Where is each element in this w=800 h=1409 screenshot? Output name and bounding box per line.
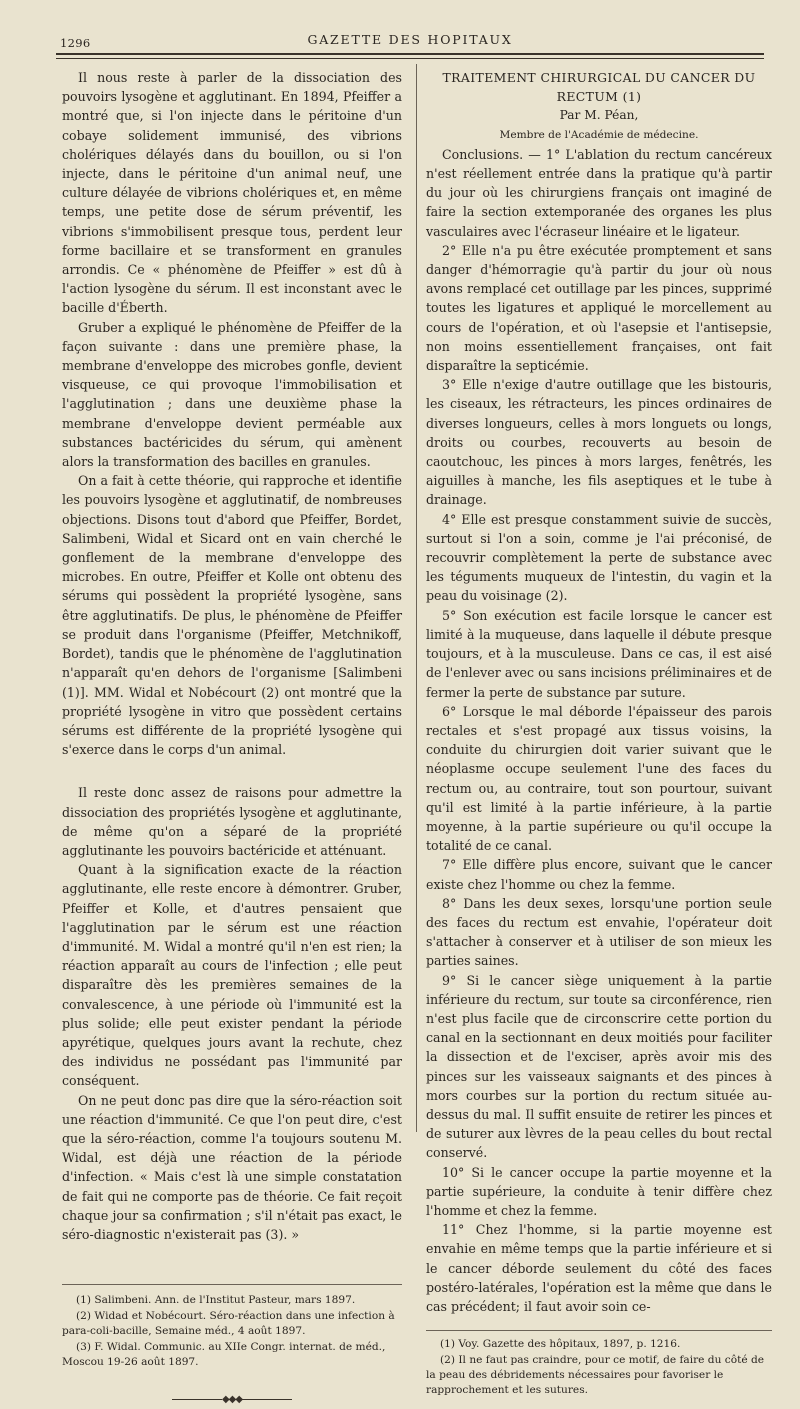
right-footnotes xyxy=(426,1337,772,1398)
footnote-rule xyxy=(62,1284,402,1285)
right-paragraph-9: 9° Si le cancer siège uniquement à la partie inférieure du rectum, sur toute sa circonférence, rien n'est plus facile que de circonscrire cette portion du canal en la sectionnant en deux moitiés pour faciliter la dissection et de l'exciser, après avoir mis des pinces sur les vaisseaux saignants et des pinces à mors courbes sur la portion du rectum située au-dessus du mal. Il suffit ensuite de retirer les pinces et de suturer aux lèvres de la peau celles du bout rectal conservé. xyxy=(426,972,772,1161)
page-header xyxy=(56,30,764,50)
left-paragraph-3: On a fait à cette théorie, qui rapproche et identifie les pouvoirs lysogène et agglutinatif, de nombreuses objections. Disons tout d'abord que Pfeiffer, Bordet, Salimbeni, Widal et Sicard ont en vain cherché le gonflement de la membrane d'enveloppe des microbes. En outre, Pfeiffer et Kolle ont obtenu des sérums qui possèdent la propriété lysogène, sans être agglutinatifs. De plus, le phénomène de Pfeiffer se produit dans l'organisme (Pfeiffer, Metchnikoff, Bordet), tandis que le phénomène de l'agglutination n'apparaît qu'en dehors de l'organisme [Salimbeni (1)]. MM. Widal et Nobécourt (2) ont montré que la propriété lysogène in vitro que possèdent certains sérums est différente de la propriété lysogène qui s'exerce dans le corps d'un animal. xyxy=(62,473,402,758)
footnote-3: (3) F. Widal. Communic. au XIIe Congr. internat. de méd., Moscou 19-26 août 1897. xyxy=(62,1341,386,1369)
right-paragraph-5: 5° Son exécution est facile lorsque le cancer est limité à la muqueuse, dans laquelle il débute presque toujours, et à la musculeuse. Dans ce cas, il est aisé de l'enlever avec ou sans incisions préliminaires et de fermer la perte de substance par suture. xyxy=(426,607,772,700)
left-paragraph-4: Il reste donc assez de raisons pour admettre la dissociation des propriétés lysogène et agglutinante, de même qu'on a séparé de la propriété agglutinante les pouvoirs bactéricide et atténuant. xyxy=(62,785,402,858)
left-paragraph-2: Gruber a expliqué le phénomène de Pfeiffer de la façon suivante : dans une première phase, la membrane d'enveloppe des microbes gonfle, devient visqueuse, ce qui provoque l'immobilisation et l'agglutination ; dans une deuxième phase la membrane d'enveloppe devient perméable aux substances bactéricides du sérum, qui amènent alors la transformation des bacilles en granules. xyxy=(62,319,402,470)
right-paragraph-3: 3° Elle n'exige d'autre outillage que les bistouris, les ciseaux, les rétracteurs, les pinces ordinaires de diverses longueurs, celles à mors longuets ou longs, droits ou courbes, recouverts au besoin de caoutchouc, les pinces à mors larges, fenêtrés, les aiguilles à manche, les fils aseptiques et le tube à drainage. xyxy=(426,377,772,508)
journal-title: GAZETTE DES HOPITAUX xyxy=(307,32,513,47)
header-rule-thin xyxy=(56,58,764,59)
right-column xyxy=(426,68,772,1399)
footnote-2: (2) Widad et Nobécourt. Séro-réaction dans une infection à para-coli-bacille, Semaine méd., 4 août 1897. xyxy=(62,1310,395,1338)
right-paragraph-1: Conclusions. — 1° L'ablation du rectum cancéreux n'est réellement entrée dans la pratique qu'à partir du jour où les chirurgiens français ont imaginé de faire la section extemporanée des organes les plus vasculaires avec l'écraseur linéaire et le ligateur. xyxy=(426,146,772,239)
footnote-1: (1) Voy. Gazette des hôpitaux, 1897, p. 1216. xyxy=(440,1338,681,1351)
footnote-2: (2) Il ne faut pas craindre, pour ce motif, de faire du côté de la peau des débridements nécessaires pour favoriser le rapprochement et les sutures. xyxy=(426,1354,765,1397)
right-paragraph-6: 6° Lorsque le mal déborde l'épaisseur des parois rectales et s'est propagé aux tissus voisins, la conduite du chirurgien doit varier suivant que le néoplasme occupe seulement l'une des faces du rectum ou, au contraire, tout son pourtour, suivant qu'il est limité à la partie inférieure, à la partie moyenne, à la partie supérieure ou qu'il occupe la totalité de ce canal. xyxy=(426,703,772,854)
right-paragraph-11: 11° Chez l'homme, si la partie moyenne est envahie en même temps que la partie inférieure et si le cancer déborde seulement du côté des faces postéro-latérales, l'opération est la même que dans le cas précédent; il faut avoir soin ce- xyxy=(426,1222,772,1314)
right-paragraph-2: 2° Elle n'a pu être exécutée promptement et sans danger d'hémorragie qu'à partir du jour où nous avons remplacé cet outillage par les pinces, supprimé toutes les ligatures et appliqué le morcellement au cours de l'opération, et où l'asepsie et l'antisepsie, non moins essentiellement françaises, ont fait disparaître la septicémie. xyxy=(426,242,772,374)
header-rule xyxy=(56,53,764,55)
left-footnotes xyxy=(62,1293,402,1370)
article-affiliation: Membre de l'Académie de médecine. xyxy=(499,128,699,141)
article-title: TRAITEMENT CHIRURGICAL DU CANCER DU RECTUM (1) xyxy=(442,70,756,105)
left-paragraph-6: On ne peut donc pas dire que la séro-réaction soit une réaction d'immunité. Ce que l'on peut dire, c'est que la séro-réaction, comme l'a toujours soutenu M. Widal, est déjà une réaction de la période d'infection. « Mais c'est là une simple constatation de fait qui ne comporte pas de théorie. Ce fait reçoit chaque jour sa confirmation ; s'il n'était pas exact, le séro-diagnostic n'existerait pas (3). » xyxy=(62,1092,402,1242)
right-paragraph-10: 10° Si le cancer occupe la partie moyenne et la partie supérieure, la conduite à tenir diffère chez l'homme et chez la femme. xyxy=(426,1164,772,1218)
paragraph-gap xyxy=(62,759,402,783)
right-paragraph-4: 4° Elle est presque constamment suivie de succès, surtout si l'on a soin, comme je l'ai préconisé, de recouvrir complètement la perte de substance avec les téguments muqueux de l'intestin, du vagin et la peau du voisinage (2). xyxy=(426,511,772,604)
end-ornament: ◆◆◆ xyxy=(62,1390,402,1409)
page-number: 1296 xyxy=(60,36,91,50)
left-paragraph-5: Quant à la signification exacte de la réaction agglutinante, elle reste encore à démontrer. Gruber, Pfeiffer et Kolle, et d'autres pensaient que l'agglutination par le sérum est une réaction d'immunité. M. Widal a montré qu'il n'en est rien; la réaction apparaît au cours de l'infection ; elle peut disparaître dès les premières semaines de la convalescence, à une période où l'immunité est la plus solide; elle peut exister pendant la période apyrétique, quelques jours avant la rechute, chez des individus ne possédant pas l'immunité par conséquent. xyxy=(62,862,402,1089)
column-divider xyxy=(416,64,417,1132)
left-paragraph-1: Il nous reste à parler de la dissociation des pouvoirs lysogène et agglutinant. En 1894, Pfeiffer a montré que, si l'on injecte dans le péritoine d'un cobaye solidement immunisé, des vibrions cholériques délayés dans du bouillon, ou si l'on injecte, dans le péritoine d'un animal neuf, une culture délayée de vibrions cholériques et, en même temps, une petite dose de sérum préventif, les vibrions s'immobilisent presque tous, perdent leur forme bacillaire et se transforment en granules arrondis. Ce « phénomène de Pfeiffer » est dû à l'action lysogène du sérum. Il est inconstant avec le bacille d'Éberth. xyxy=(62,70,402,316)
left-column xyxy=(62,68,402,1409)
footnote-rule xyxy=(426,1330,772,1331)
footnote-1: (1) Salimbeni. Ann. de l'Institut Pasteur, mars 1897. xyxy=(76,1294,356,1307)
right-paragraph-7: 7° Elle diffère plus encore, suivant que le cancer existe chez l'homme ou chez la femme. xyxy=(426,857,772,892)
right-paragraph-8: 8° Dans les deux sexes, lorsqu'une portion seule des faces du rectum est envahie, l'opérateur doit s'attacher à conserver et à utiliser de son mieux les parties saines. xyxy=(426,895,772,969)
article-author: Par M. Péan, xyxy=(559,108,639,123)
